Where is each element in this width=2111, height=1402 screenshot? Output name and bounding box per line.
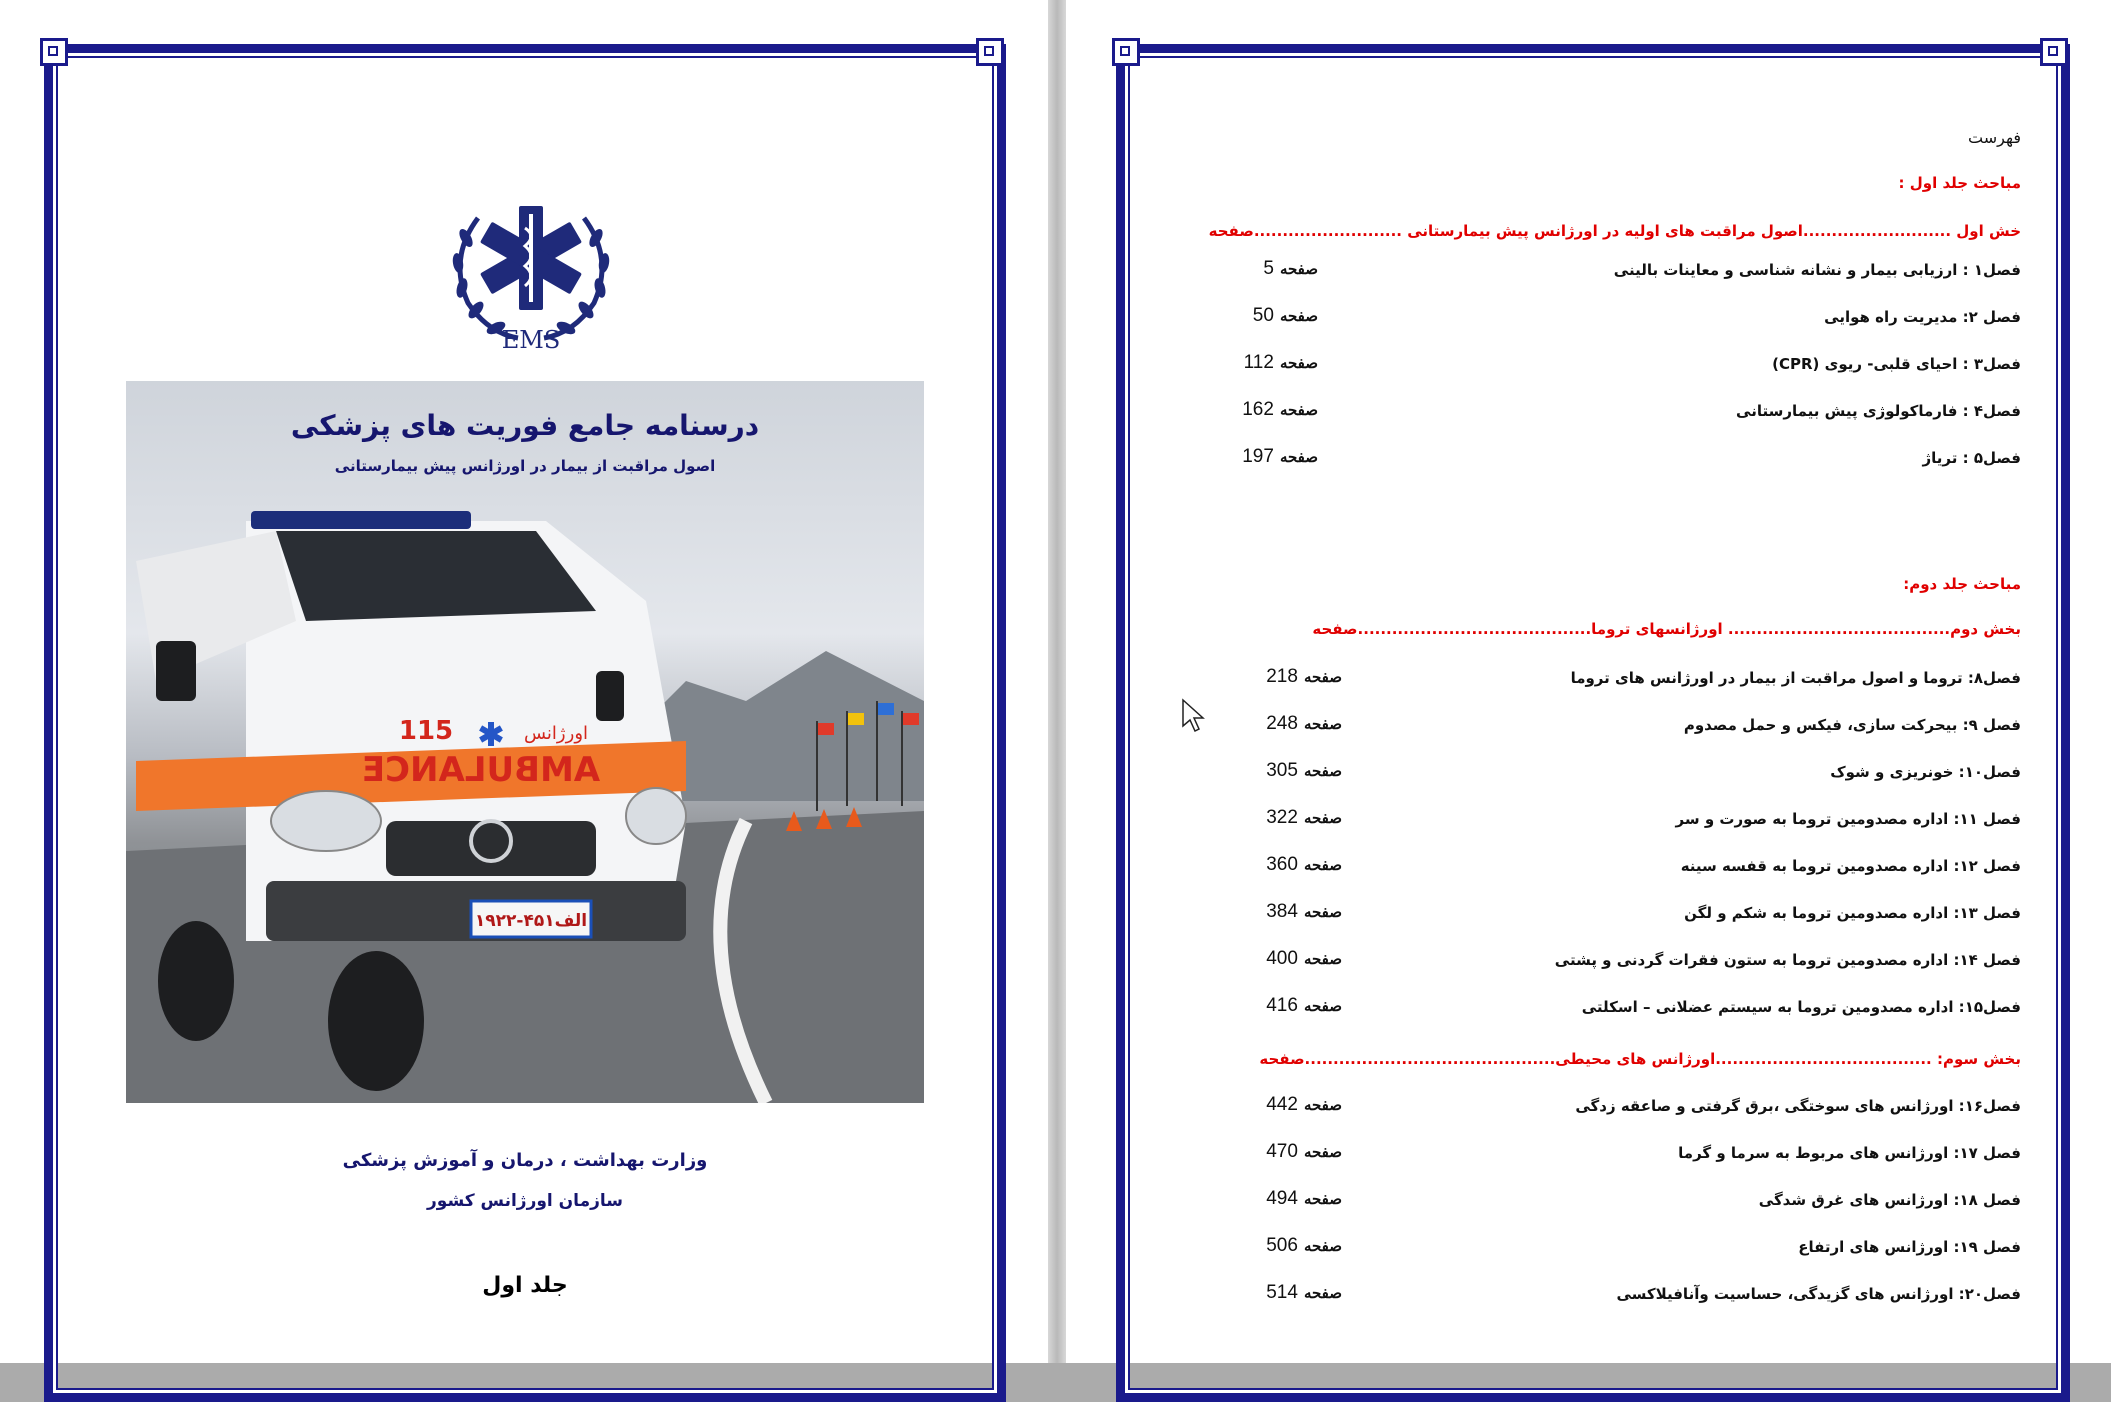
page-label: صفحه xyxy=(1303,998,1342,1015)
part-1-heading: خش اول ..........................اصول مراقبت های اولیه در اورژانس پیش بیمارستانی ..........................صفحه xyxy=(1208,222,2021,240)
toc-page-number xyxy=(1266,901,1342,923)
page-number-value: 514 xyxy=(1266,1282,1298,1303)
toc-page-number xyxy=(1266,760,1342,782)
toc-chapter-title: فصل ۲: مدیریت راه هوایی xyxy=(1824,308,2021,326)
ambulance-photo xyxy=(126,381,924,1103)
page-label: صفحه xyxy=(1303,857,1342,874)
toc-chapter-title: فصل۵ : تریاژ xyxy=(1922,449,2021,467)
toc-chapter-title: فصل۱ : ارزیابی بیمار و نشانه شناسی و معاینات بالینی xyxy=(1613,261,2021,279)
toc-page-number xyxy=(1266,995,1342,1017)
border-corner-ornament xyxy=(40,38,68,66)
page-number-value: 442 xyxy=(1266,1094,1298,1115)
toc-page-number xyxy=(1253,305,1318,327)
ambulance-mirrored-text: AMBULANCE xyxy=(361,750,601,790)
page-label: صفحه xyxy=(1279,355,1318,372)
logo-text: EMS xyxy=(501,326,561,354)
volume-2-heading: مباحث جلد دوم: xyxy=(1903,575,2021,593)
page-label: صفحه xyxy=(1303,1097,1342,1114)
toc-chapter-title: فصل۱۰: خونریزی و شوک xyxy=(1830,763,2021,781)
toc-chapter-title: فصل ۹: بیحرکت سازی، فیکس و حمل مصدوم xyxy=(1683,716,2021,734)
toc-chapter-title: فصل۸: تروما و اصول مراقبت از بیمار در اورژانس های تروما xyxy=(1570,669,2021,687)
toc-page-number xyxy=(1244,352,1318,374)
page-number-value: 360 xyxy=(1266,854,1298,875)
page-label: صفحه xyxy=(1279,402,1318,419)
page-label: صفحه xyxy=(1279,261,1318,278)
toc-chapter-title: فصل ۱۱: اداره مصدومین تروما به صورت و سر xyxy=(1675,810,2021,828)
page-number-value: 50 xyxy=(1252,305,1274,326)
page-number-value: 494 xyxy=(1266,1188,1298,1209)
toc-heading: فهرست xyxy=(1968,128,2021,147)
page-number-value: 470 xyxy=(1266,1141,1298,1162)
toc-page-number xyxy=(1242,446,1318,468)
toc-chapter-title: فصل۱۶: اورژانس های سوختگی ،برق گرفتی و صاعقه زدگی xyxy=(1575,1097,2021,1115)
volume-1-heading: مباحث جلد اول : xyxy=(1898,174,2021,192)
cover-subtitle: اصول مراقبت از بیمار در اورژانس پیش بیمارستانی xyxy=(334,457,716,475)
toc-chapter-title: فصل ۱۷: اورژانس های مربوط به سرما و گرما xyxy=(1678,1144,2021,1162)
toc-page-number xyxy=(1266,948,1342,970)
page-number-value: 506 xyxy=(1266,1235,1298,1256)
toc-page-number xyxy=(1266,1094,1342,1116)
ambulance-side-label: اورژانس xyxy=(523,723,589,744)
toc-chapter-title: فصل۳ : احیای قلبی- ریوی (CPR) xyxy=(1772,355,2021,373)
page-number-value: 384 xyxy=(1266,901,1298,922)
toc-page-number xyxy=(1266,1188,1342,1210)
page-label: صفحه xyxy=(1303,810,1342,827)
ems-star-of-life-logo xyxy=(438,188,624,354)
license-plate-text: ۱۹الف۴۵۱-۲۲ xyxy=(474,911,588,931)
table-of-contents xyxy=(1066,0,2111,1363)
cover-page xyxy=(0,0,1048,1363)
toc-page-number xyxy=(1263,258,1318,280)
toc-page-number xyxy=(1266,807,1342,829)
volume-label: جلد اول xyxy=(482,1273,568,1298)
page-number-value: 197 xyxy=(1242,446,1274,467)
page-label: صفحه xyxy=(1303,1285,1342,1302)
toc-chapter-title: فصل۱۵: اداره مصدومین تروما به سیستم عضلانی – اسکلتی xyxy=(1581,998,2021,1016)
toc-chapter-title: فصل۴ : فارماکولوژی پیش بیمارستانی xyxy=(1736,402,2021,420)
toc-chapter-title: فصل ۱۸: اورژانس های غرق شدگی xyxy=(1758,1191,2021,1209)
toc-page-number xyxy=(1266,854,1342,876)
toc-page-number xyxy=(1242,399,1318,421)
toc-chapter-title: فصل ۱۹: اورژانس های ارتفاع xyxy=(1798,1238,2021,1256)
toc-page xyxy=(1066,0,2111,1363)
page-number-value: 400 xyxy=(1266,948,1298,969)
toc-chapter-title: فصل۲۰: اورژانس های گزیدگی، حساسیت وآنافیلاکسی xyxy=(1616,1285,2021,1303)
ministry-name: وزارت بهداشت ، درمان و آموزش پزشکی xyxy=(342,1150,708,1171)
page-label: صفحه xyxy=(1279,449,1318,466)
toc-chapter-title: فصل ۱۲: اداره مصدومین تروما به قفسه سینه xyxy=(1680,857,2021,875)
page-label: صفحه xyxy=(1303,763,1342,780)
ambulance-number: 115 xyxy=(398,716,454,746)
border-corner-ornament xyxy=(976,38,1004,66)
toc-page-number xyxy=(1266,1235,1342,1257)
page-label: صفحه xyxy=(1303,716,1342,733)
page-number-value: 322 xyxy=(1266,807,1298,828)
page-number-value: 416 xyxy=(1266,995,1298,1016)
toc-chapter-title: فصل ۱۳: اداره مصدومین تروما به شکم و لگن xyxy=(1684,904,2021,922)
toc-page-number xyxy=(1266,713,1342,735)
page-label: صفحه xyxy=(1303,951,1342,968)
toc-page-number xyxy=(1266,666,1342,688)
page-number-value: 162 xyxy=(1242,399,1274,420)
toc-page-number xyxy=(1266,1141,1342,1163)
page-number-value: 248 xyxy=(1266,713,1298,734)
page-number-value: 112 xyxy=(1243,352,1274,373)
page-number-value: 305 xyxy=(1266,760,1298,781)
part-3-heading: بخش سوم: ......................................اورژانس های محیطی............................................صفحه xyxy=(1259,1050,2021,1068)
page-label: صفحه xyxy=(1303,904,1342,921)
toc-chapter-title: فصل ۱۴: اداره مصدومین تروما به ستون فقرات گردنی و پشتی xyxy=(1554,951,2021,969)
page-number-value: 5 xyxy=(1263,258,1274,279)
page-gap xyxy=(1048,0,1066,1363)
part-2-heading: بخش دوم....................................... اورژانسهای تروما.........................................صفحه xyxy=(1312,620,2021,638)
mouse-cursor-icon xyxy=(1181,698,1205,734)
page-label: صفحه xyxy=(1303,1191,1342,1208)
toc-page-number xyxy=(1266,1282,1342,1304)
page-label: صفحه xyxy=(1303,669,1342,686)
page-label: صفحه xyxy=(1279,308,1318,325)
organization-name: سازمان اورژانس کشور xyxy=(427,1191,623,1211)
cover-title: درسنامه جامع فوریت های پزشکی xyxy=(290,409,760,442)
page-label: صفحه xyxy=(1303,1144,1342,1161)
page-label: صفحه xyxy=(1303,1238,1342,1255)
page-number-value: 218 xyxy=(1266,666,1298,687)
